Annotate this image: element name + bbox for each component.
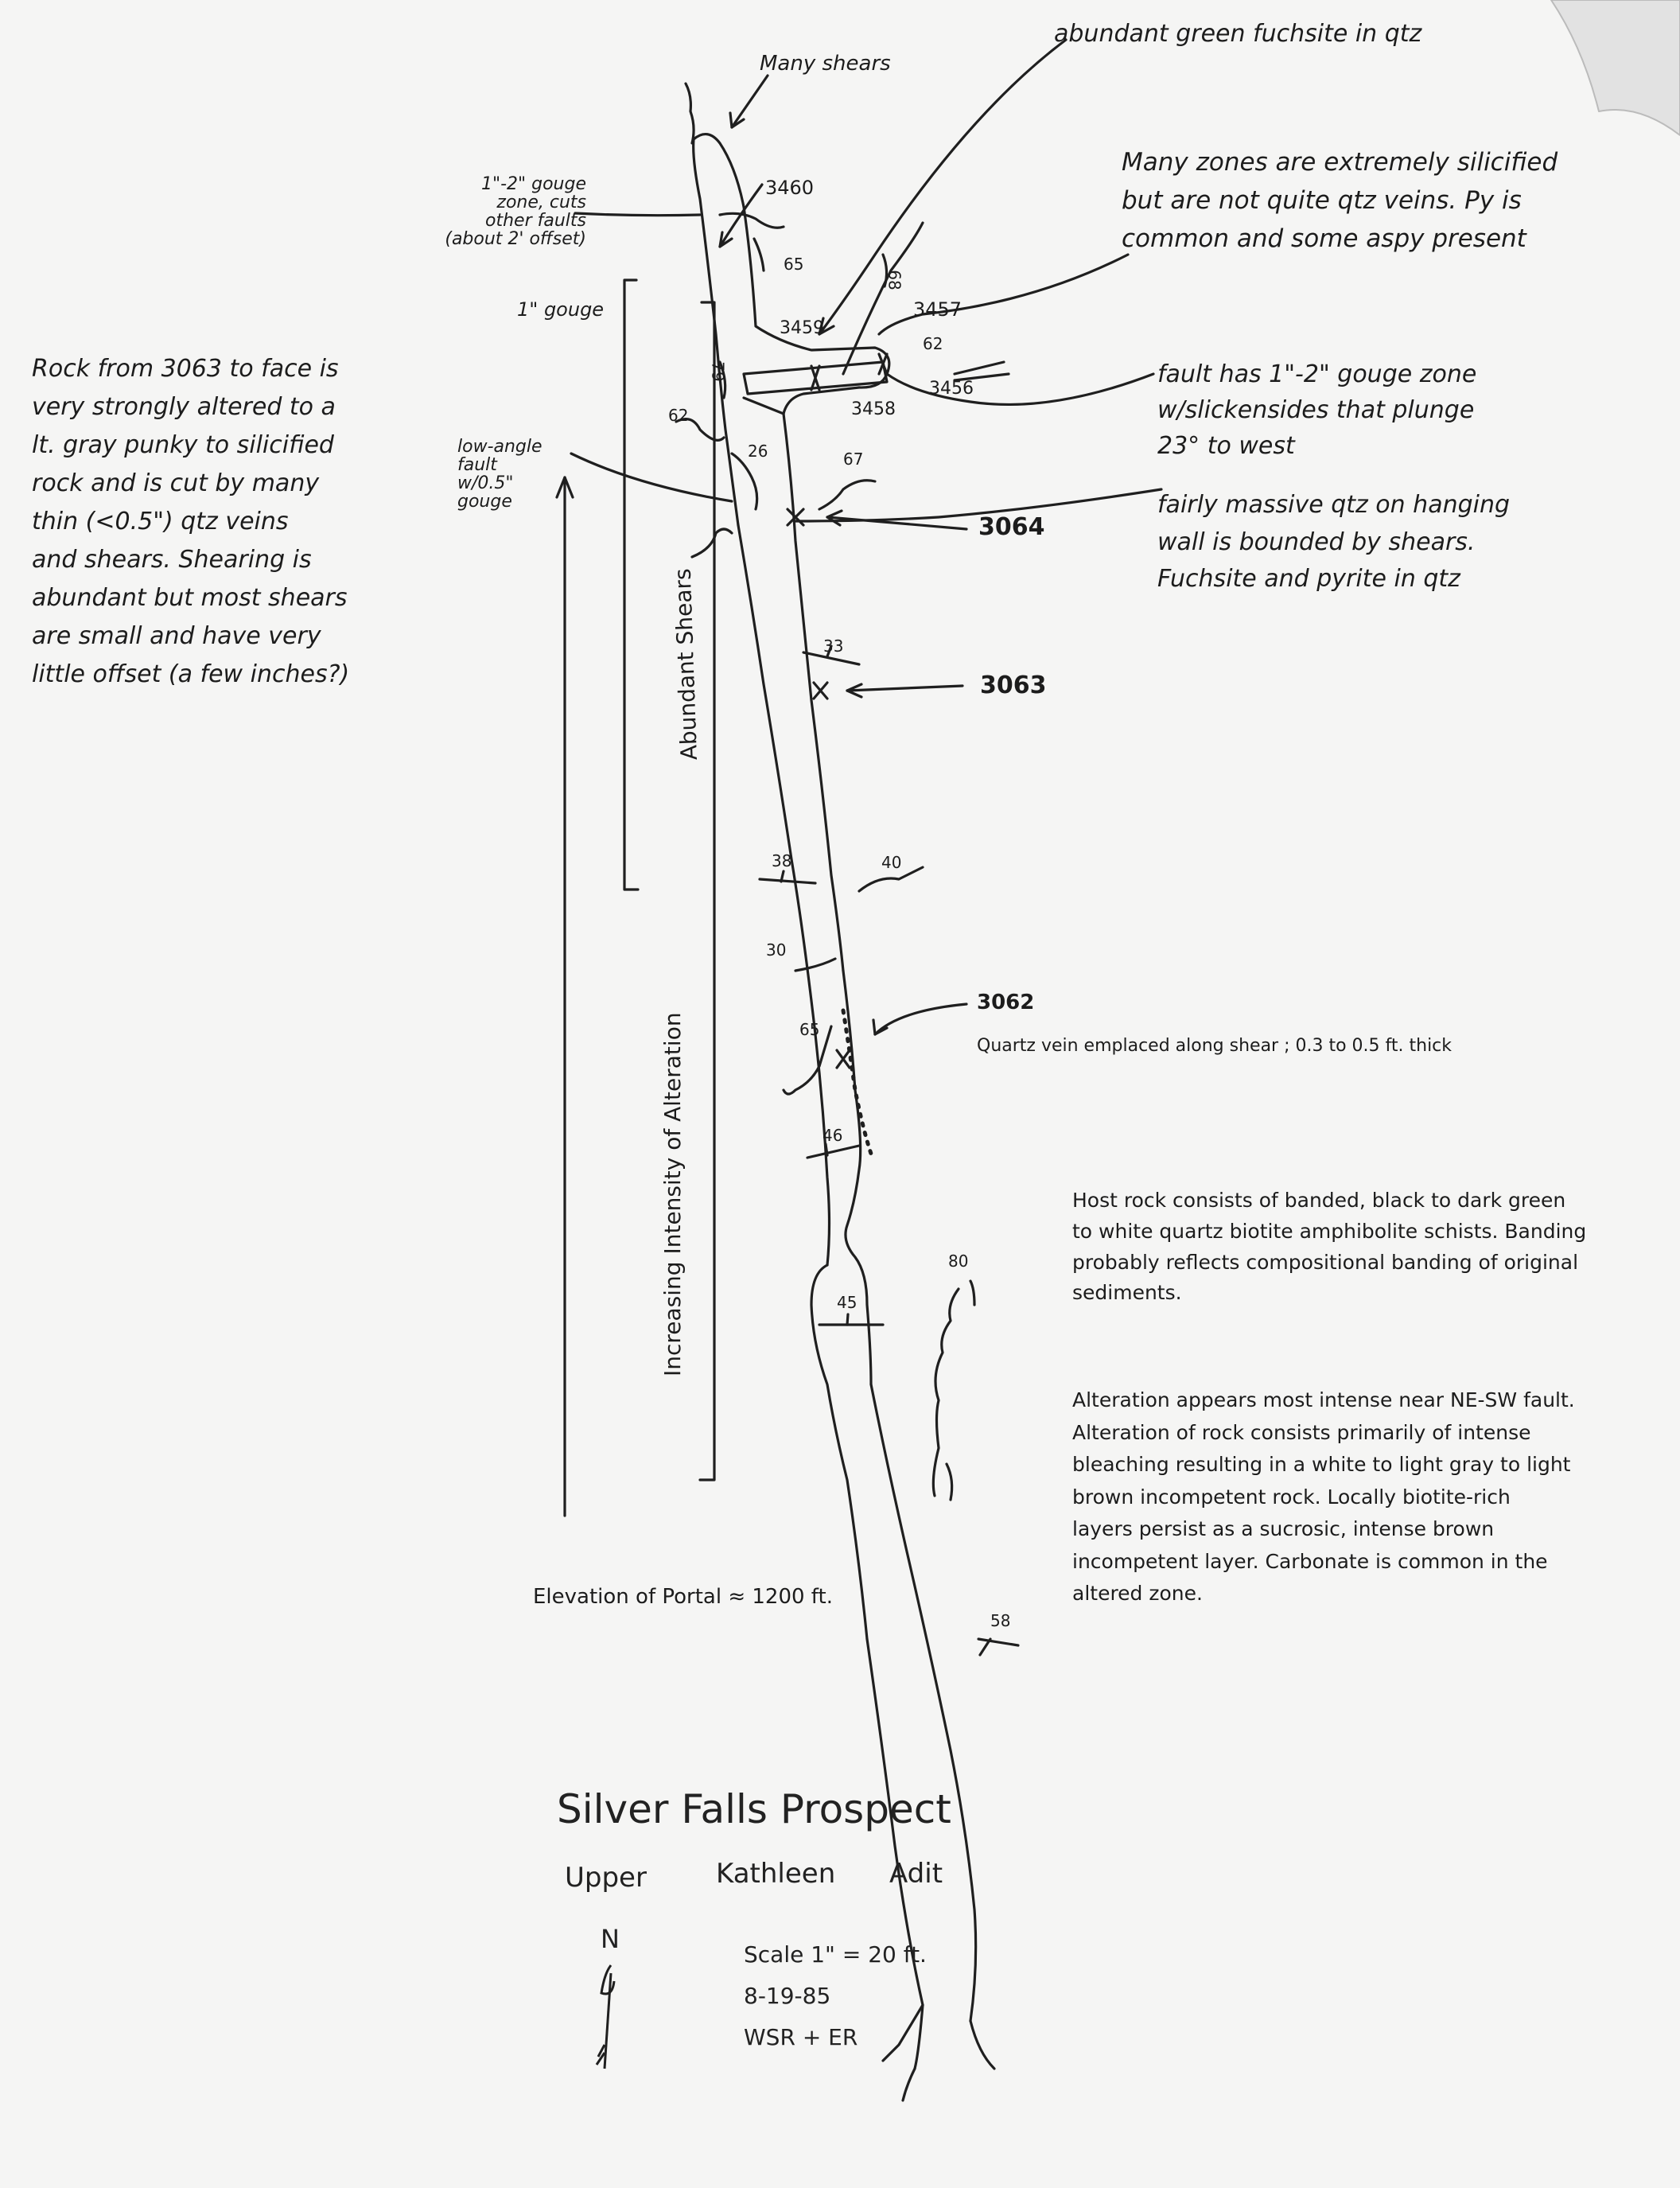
note-line: but are not quite qtz veins. Py is — [1122, 186, 1522, 216]
bracket-alteration — [700, 302, 714, 1480]
portal-flare-right — [970, 2021, 994, 2069]
dip-label: 46 — [822, 1126, 843, 1145]
leader-3063 — [847, 686, 962, 691]
note-line: brown incompetent rock. Locally biotite-rich — [1072, 1485, 1511, 1509]
note-many-shears: Many shears — [760, 52, 891, 76]
quartz-vein — [843, 1010, 871, 1154]
sample-3460: 3460 — [765, 177, 815, 199]
dip-label: 38 — [772, 851, 792, 870]
dip-label: 40 — [881, 853, 902, 872]
note-line: fault — [457, 455, 497, 476]
note-line: low-angle — [457, 437, 542, 457]
note-line: other faults — [485, 211, 586, 232]
dip-label: 65 — [784, 255, 804, 274]
note-line: Rock from 3063 to face is — [32, 355, 339, 383]
drift-right-wall — [784, 414, 843, 971]
portal-flare-left — [903, 2069, 915, 2100]
note-line: (about 2' offset) — [445, 229, 586, 250]
dip-label: 62 — [668, 406, 689, 425]
title-upper: Upper — [565, 1862, 647, 1894]
adit-wall-upper-left — [694, 139, 738, 525]
drift-left-wall — [738, 525, 830, 1265]
note-line: 1"-2" gouge — [480, 174, 586, 194]
drift-lower-left — [811, 1265, 867, 1639]
north-label: N — [601, 1924, 620, 1954]
elevation-label: Elevation of Portal ≈ 1200 ft. — [533, 1585, 833, 1609]
title-adit: Adit — [889, 1858, 943, 1890]
note-line: 23° to west — [1157, 432, 1295, 460]
dip-label: 62 — [923, 334, 943, 353]
note-line: Many zones are extremely silicified — [1122, 148, 1558, 177]
date-label: 8-19-85 — [744, 1983, 831, 2009]
map-title: Silver Falls Prospect — [557, 1786, 951, 1832]
note-line: thin (<0.5") qtz veins — [32, 508, 289, 535]
sample-mark-3459 — [811, 366, 819, 390]
note-line: abundant but most shears — [32, 584, 348, 612]
dip-30 — [795, 959, 835, 971]
leader-many-shears — [732, 76, 768, 127]
sample-mark-3063 — [814, 683, 827, 699]
drift-lower-left2 — [867, 1639, 923, 2069]
dip-label: 26 — [748, 442, 768, 461]
leader-low-angle — [571, 454, 732, 501]
bracket-abundant-shears — [624, 280, 638, 890]
note-line: incompetent layer. Carbonate is common in the — [1072, 1549, 1548, 1573]
dip-46 — [807, 1146, 859, 1158]
note-quartz-vein: Quartz vein emplaced along shear ; 0.3 to 0.5 ft. thick — [977, 1036, 1452, 1056]
leader-fault-gouge — [887, 374, 1153, 404]
crosscut-edge — [744, 398, 784, 414]
note-line: fault has 1"-2" gouge zone — [1157, 360, 1477, 388]
note-line: fairly massive qtz on hanging — [1157, 491, 1511, 519]
shear-squiggle — [686, 84, 694, 143]
dip-label: 80 — [948, 1252, 969, 1271]
dip-label: 65 — [799, 1020, 820, 1039]
dip-label: 79 — [708, 361, 728, 382]
dip-label: 30 — [766, 940, 787, 960]
sample-3458: 3458 — [851, 399, 896, 419]
note-fault-gouge — [1157, 356, 1476, 464]
sample-3062: 3062 — [977, 991, 1035, 1014]
sample-3064: 3064 — [978, 513, 1045, 541]
note-line: rock and is cut by many — [32, 469, 320, 497]
note-gouge-zone — [391, 175, 586, 248]
note-line: Alteration appears most intense near NE-SW fault. — [1072, 1388, 1575, 1411]
note-one-inch-gouge: 1" gouge — [517, 298, 605, 321]
drift-lower-right — [871, 1384, 976, 2021]
note-line: gouge — [457, 492, 512, 512]
note-line: w/0.5" — [457, 473, 514, 494]
north-arrow-icon — [597, 1965, 614, 2069]
note-fuchsite: abundant green fuchsite in qtz — [1054, 20, 1422, 48]
title-kathleen: Kathleen — [716, 1858, 836, 1890]
note-line: and shears. Shearing is — [32, 546, 312, 574]
note-line: sediments. — [1072, 1281, 1182, 1305]
note-line: common and some aspy present — [1122, 224, 1526, 254]
sample-mark-3457 — [879, 354, 887, 374]
abundant-shears-label: Abundant Shears — [669, 567, 702, 761]
note-line: zone, cuts — [496, 193, 586, 213]
authors-label: WSR + ER — [744, 2024, 858, 2050]
dip-58 — [978, 1639, 1018, 1645]
note-line: are small and have very — [32, 622, 321, 650]
folded-corner — [1551, 0, 1680, 135]
sample-3457: 3457 — [913, 298, 962, 321]
note-alteration — [1072, 1384, 1575, 1610]
note-line: Fuchsite and pyrite in qtz — [1157, 565, 1460, 593]
leader-silicified — [879, 255, 1128, 334]
note-line: little offset (a few inches?) — [32, 660, 350, 688]
note-line: layers persist as a sucrosic, intense brown — [1072, 1517, 1495, 1540]
dip-label: 68 — [885, 270, 904, 290]
dip-label: 45 — [837, 1293, 858, 1312]
note-line: bleaching resulting in a white to light gray to light — [1072, 1453, 1571, 1476]
note-low-angle — [457, 438, 542, 511]
note-line: Host rock consists of banded, black to dark green — [1072, 1189, 1566, 1212]
increasing-alteration-label: Increasing Intensity of Alteration — [659, 1012, 686, 1376]
dip-38 — [760, 879, 815, 883]
leader-fuchsite — [819, 40, 1066, 334]
sample-3063: 3063 — [980, 672, 1047, 699]
sample-mark-3062 — [837, 1050, 850, 1068]
dip-label: 33 — [823, 637, 844, 656]
note-line: Alteration of rock consists primarily of intense — [1072, 1420, 1531, 1444]
note-host-rock — [1072, 1185, 1586, 1309]
note-line: wall is bounded by shears. — [1157, 528, 1476, 556]
sample-3459: 3459 — [780, 318, 824, 338]
scale-label: Scale 1" = 20 ft. — [744, 1941, 927, 1968]
dip-label: 58 — [990, 1611, 1011, 1630]
note-line: w/slickensides that plunge — [1157, 396, 1475, 424]
note-line: very strongly altered to a — [32, 393, 336, 421]
shear-67 — [819, 481, 875, 509]
note-line: to white quartz biotite amphibolite schists. Banding — [1072, 1219, 1587, 1243]
note-line: altered zone. — [1072, 1582, 1203, 1605]
note-line: lt. gray punky to silicified — [32, 431, 334, 459]
note-line: probably reflects compositional banding of original — [1072, 1250, 1579, 1274]
leader-gouge-zone — [575, 213, 700, 216]
note-rock-from — [32, 350, 349, 694]
note-massive-qtz — [1157, 487, 1510, 598]
shear-80 — [970, 1281, 974, 1305]
leader-3062 — [875, 1004, 966, 1034]
dip-label: 67 — [843, 450, 864, 469]
sample-3456: 3456 — [929, 379, 974, 399]
note-silicified — [1122, 143, 1558, 258]
